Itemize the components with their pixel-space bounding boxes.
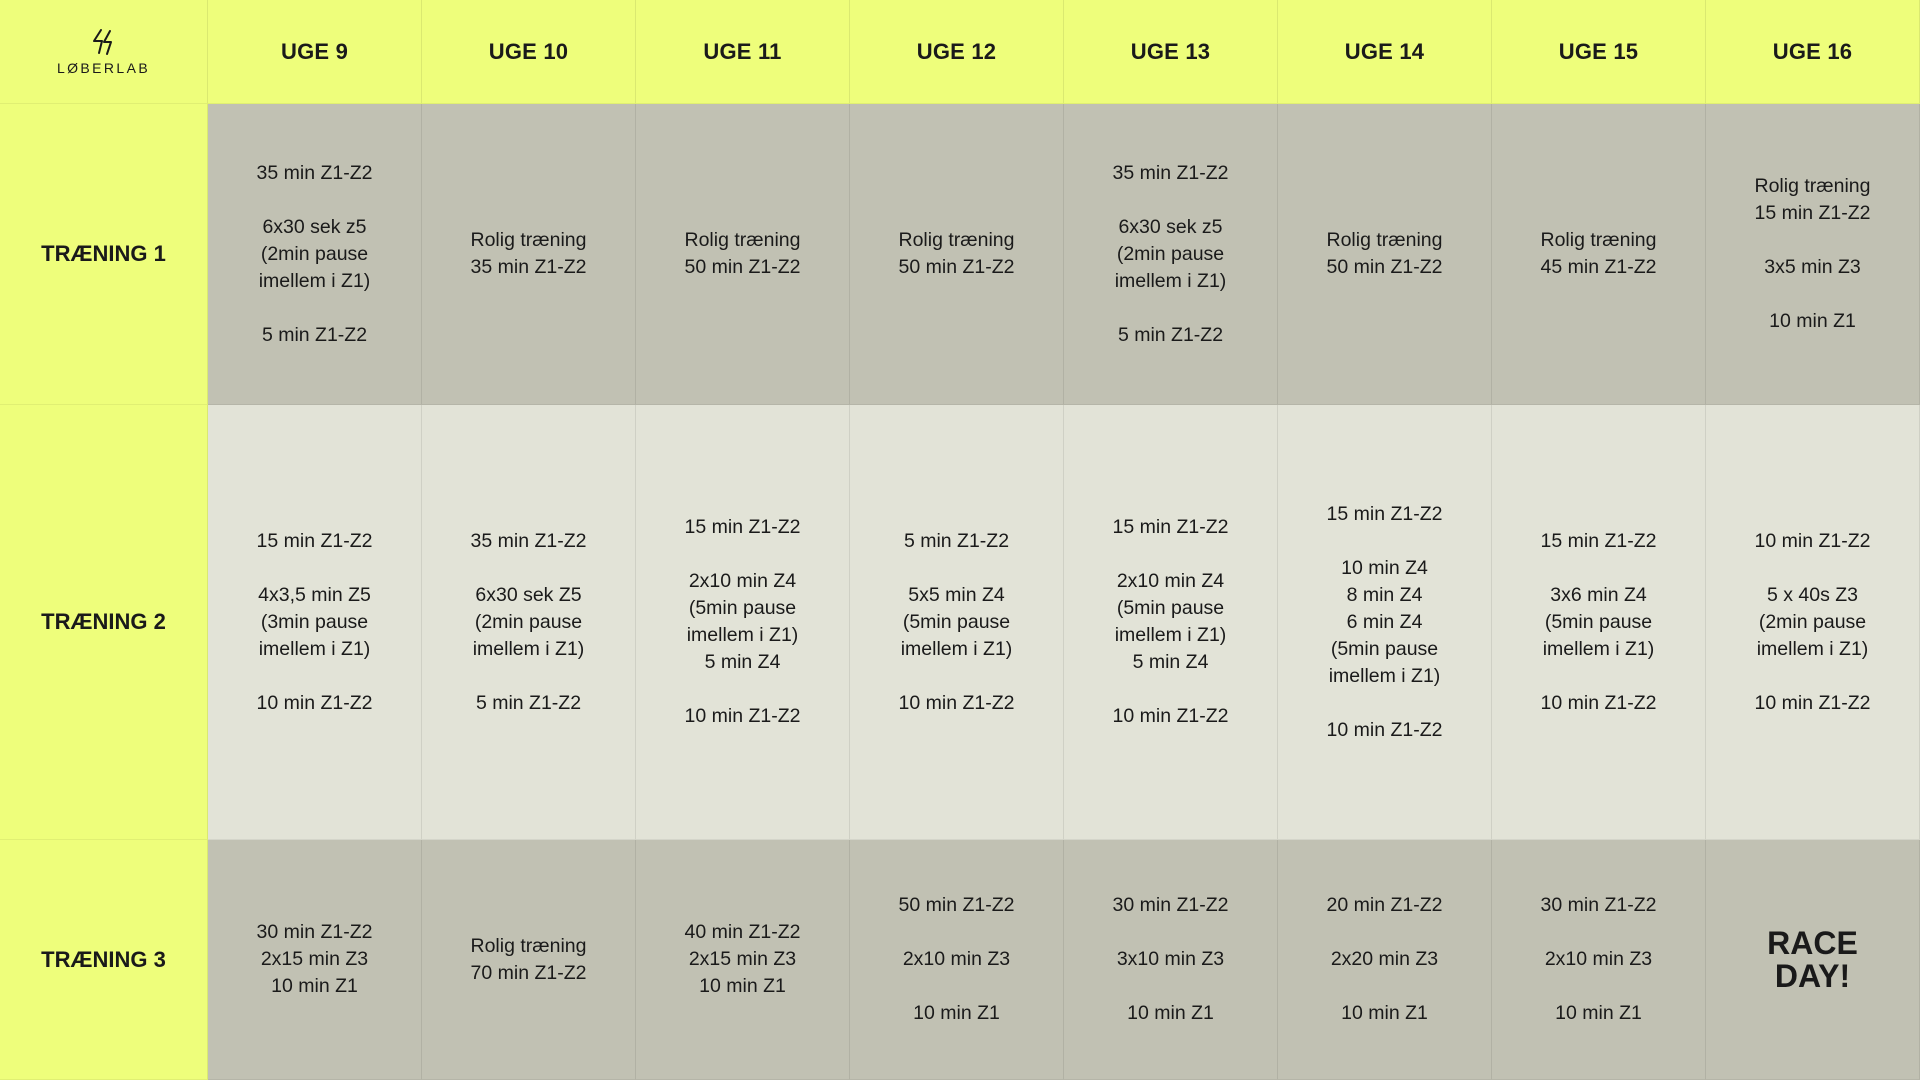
session-text: Rolig træning 50 min Z1-Z2	[898, 229, 1015, 278]
session-cell	[636, 104, 850, 405]
session-text: Rolig træning 35 min Z1-Z2	[470, 229, 587, 278]
session-cell	[1492, 104, 1706, 405]
session-text: Rolig træning 50 min Z1-Z2	[684, 229, 801, 278]
session-text: 30 min Z1-Z2 2x15 min Z3 10 min Z1	[256, 921, 373, 997]
brand-name: LØBERLAB	[56, 59, 151, 76]
session-cell	[1492, 840, 1706, 1080]
session-text: Rolig træning 50 min Z1-Z2	[1326, 229, 1443, 278]
session-text: 40 min Z1-Z2 2x15 min Z3 10 min Z1	[684, 921, 801, 997]
session-cell	[850, 104, 1064, 405]
session-text: 30 min Z1-Z2 2x10 min Z3 10 min Z1	[1540, 894, 1657, 1024]
week-header: UGE 13	[1064, 0, 1278, 104]
session-cell	[850, 840, 1064, 1080]
session-text: Rolig træning 70 min Z1-Z2	[470, 934, 587, 984]
session-cell	[208, 840, 422, 1080]
session-cell	[1064, 405, 1278, 840]
session-text: 15 min Z1-Z2 2x10 min Z4 (5min pause imellem i Z1) 5 min Z4 10 min Z1-Z2	[684, 516, 801, 727]
session-text: 50 min Z1-Z2 2x10 min Z3 10 min Z1	[898, 894, 1015, 1024]
session-text: 15 min Z1-Z2 4x3,5 min Z5 (3min pause imellem i Z1) 10 min Z1-Z2	[256, 529, 373, 714]
session-text: 15 min Z1-Z2 10 min Z4 8 min Z4 6 min Z4 (5min pause imellem i Z1) 10 min Z1-Z2	[1326, 502, 1443, 741]
session-cell	[208, 405, 422, 840]
session-cell	[1492, 405, 1706, 840]
row-label: TRÆNING 3	[0, 840, 208, 1080]
session-text: 15 min Z1-Z2 2x10 min Z4 (5min pause imellem i Z1) 5 min Z4 10 min Z1-Z2	[1112, 516, 1229, 727]
session-text: 10 min Z1-Z2 5 x 40s Z3 (2min pause imellem i Z1) 10 min Z1-Z2	[1754, 529, 1871, 714]
week-header: UGE 10	[422, 0, 636, 104]
race-day-label: RACE DAY!	[1767, 924, 1858, 994]
session-cell	[636, 840, 850, 1080]
session-cell	[422, 104, 636, 405]
session-text: 35 min Z1-Z2 6x30 sek Z5 (2min pause imellem i Z1) 5 min Z1-Z2	[470, 529, 587, 714]
session-cell	[422, 840, 636, 1080]
row-label: TRÆNING 2	[0, 405, 208, 840]
brand-logo	[0, 0, 208, 104]
session-cell	[1064, 840, 1278, 1080]
session-text: 35 min Z1-Z2 6x30 sek z5 (2min pause imellem i Z1) 5 min Z1-Z2	[256, 161, 373, 346]
week-header: UGE 15	[1492, 0, 1706, 104]
session-text: 35 min Z1-Z2 6x30 sek z5 (2min pause imellem i Z1) 5 min Z1-Z2	[1112, 161, 1229, 346]
session-text: 5 min Z1-Z2 5x5 min Z4 (5min pause imellem i Z1) 10 min Z1-Z2	[898, 529, 1015, 714]
session-cell	[1706, 104, 1920, 405]
week-header: UGE 9	[208, 0, 422, 104]
session-cell	[422, 405, 636, 840]
session-cell	[208, 104, 422, 405]
row-label: TRÆNING 1	[0, 104, 208, 405]
week-header: UGE 11	[636, 0, 850, 104]
session-text: 20 min Z1-Z2 2x20 min Z3 10 min Z1	[1326, 894, 1443, 1024]
session-cell	[1706, 405, 1920, 840]
session-cell	[1064, 104, 1278, 405]
session-text: Rolig træning 15 min Z1-Z2 3x5 min Z3 10 min Z1	[1754, 175, 1871, 332]
session-text: 30 min Z1-Z2 3x10 min Z3 10 min Z1	[1112, 894, 1229, 1024]
session-text: Rolig træning 45 min Z1-Z2	[1540, 229, 1657, 278]
session-text: 15 min Z1-Z2 3x6 min Z4 (5min pause imellem i Z1) 10 min Z1-Z2	[1540, 529, 1657, 714]
session-cell	[1706, 840, 1920, 1080]
session-cell	[1278, 840, 1492, 1080]
week-header: UGE 12	[850, 0, 1064, 104]
session-cell	[850, 405, 1064, 840]
week-header: UGE 16	[1706, 0, 1920, 104]
session-cell	[1278, 104, 1492, 405]
session-cell	[636, 405, 850, 840]
lightning-bolt-logo-icon	[91, 28, 117, 56]
week-header: UGE 14	[1278, 0, 1492, 104]
session-cell	[1278, 405, 1492, 840]
